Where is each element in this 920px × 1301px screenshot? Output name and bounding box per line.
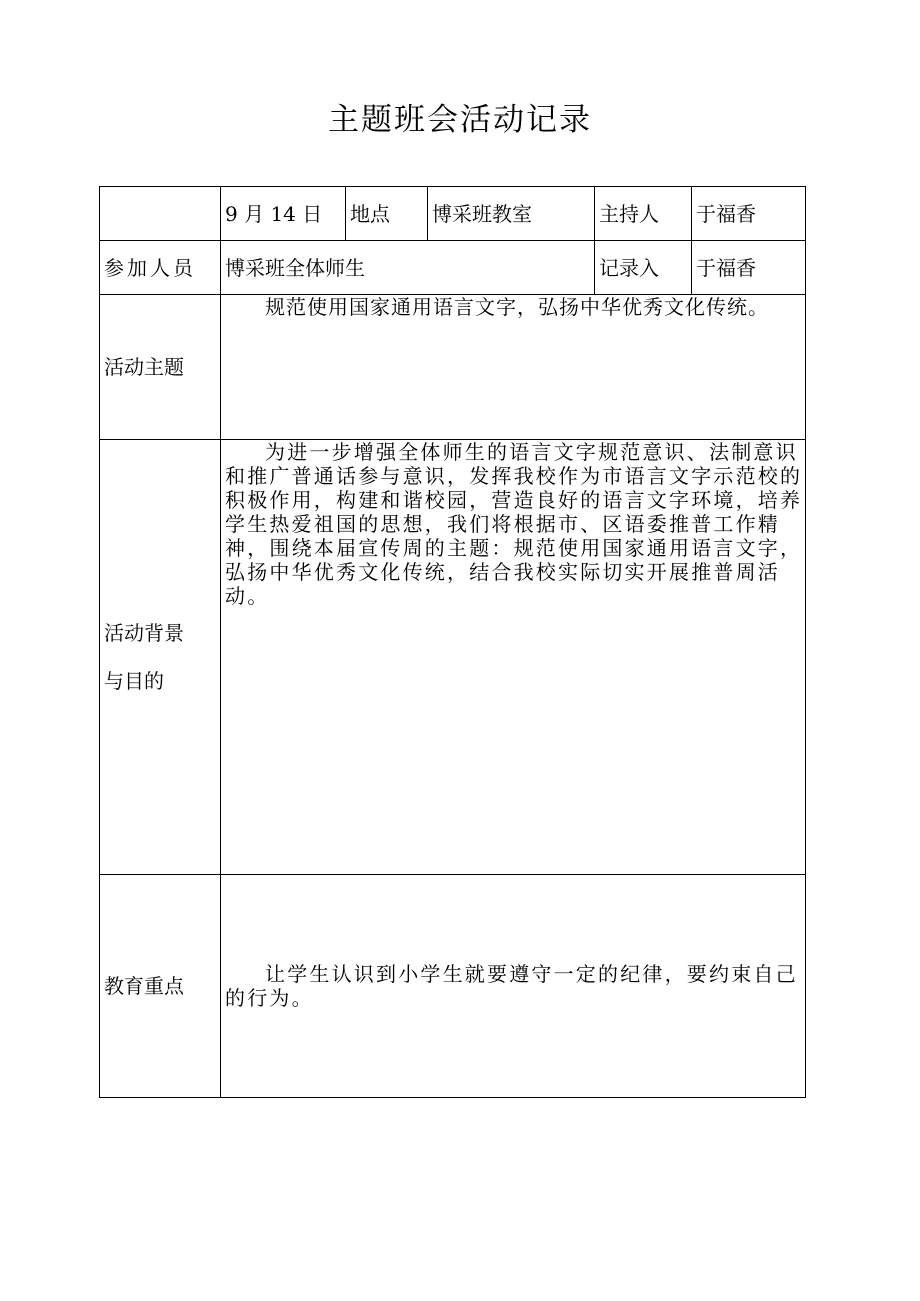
background-label: [100, 440, 221, 875]
people-row: [100, 241, 806, 295]
page-title: 主题班会活动记录: [328, 102, 592, 138]
focus-row: [100, 875, 806, 1098]
theme-label: 活动主题: [100, 295, 221, 440]
focus-label: 教育重点: [100, 875, 221, 1098]
info-row: [100, 187, 806, 241]
participants-value: 博采班全体师生: [221, 241, 595, 295]
participants-label: 参加人员: [100, 241, 221, 295]
background-label-line1: 活动背景: [104, 621, 184, 645]
theme-value: 规范使用国家通用语言文字，弘扬中华优秀文化传统。: [221, 295, 806, 440]
host-value: 于福香: [692, 187, 806, 241]
theme-row: [100, 295, 806, 440]
recorder-label: 记录入: [595, 241, 692, 295]
host-label: 主持人: [595, 187, 692, 241]
background-label-line2: 与目的: [104, 669, 164, 693]
record-table: [99, 186, 806, 1098]
background-value: 为进一步增强全体师生的语言文字规范意识、法制意识和推广普通话参与意识，发挥我校作为市语言文字示范校的积极作用，构建和谐校园，营造良好的语言文字环境，培养学生热爱祖国的思想，我们将根据市、区语委推普工作精神，围绕本届宣传周的主题：规范使用国家通用语言文字，弘扬中华优秀文化传统，结合我校实际切实开展推普周活动。: [221, 440, 806, 875]
location-label: 地点: [346, 187, 428, 241]
location-value: 博采班教室: [428, 187, 595, 241]
info-row-label: [100, 187, 221, 241]
date-value: 9 月 14 日: [221, 187, 346, 241]
focus-value: 让学生认识到小学生就要遵守一定的纪律，要约束自己的行为。: [221, 875, 806, 1098]
background-row: [100, 440, 806, 875]
recorder-value: 于福香: [692, 241, 806, 295]
